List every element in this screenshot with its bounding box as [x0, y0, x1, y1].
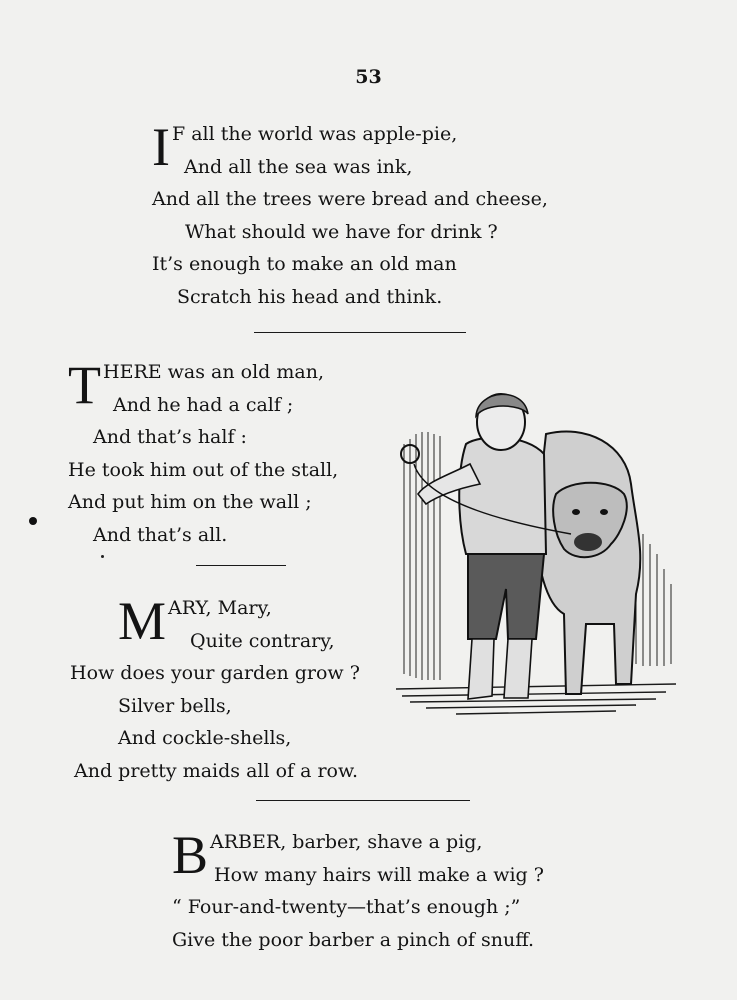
drop-cap: I	[152, 117, 170, 177]
poem-line: He took him out of the stall,	[68, 458, 339, 481]
poem-line: And that’s half :	[93, 426, 247, 448]
calf-eye	[572, 509, 580, 515]
drop-cap: T	[68, 355, 101, 415]
poem-line: And all the sea was ink,	[184, 155, 413, 178]
man-and-calf-illustration	[396, 384, 686, 729]
poem-first-line: F all the world was apple-pie,	[171, 123, 458, 145]
calf-body	[536, 431, 640, 694]
man-leg	[504, 639, 532, 698]
poem-line: Scratch his head and think.	[177, 285, 443, 308]
poem-line: And pretty maids all of a row.	[74, 759, 359, 782]
poem-line: Give the poor barber a pinch of snuff.	[172, 928, 535, 951]
drop-cap: M	[118, 591, 167, 651]
calf-eye	[600, 509, 608, 515]
poem-line: “ Four-and-twenty—that’s enough ;”	[172, 896, 521, 918]
poem-barber	[172, 826, 572, 956]
poem-line: Silver bells,	[118, 694, 232, 717]
divider-rule	[256, 800, 470, 801]
poem-line: And he had a calf ;	[113, 393, 294, 416]
divider-rule	[254, 332, 466, 333]
poem-line: It’s enough to make an old man	[152, 253, 457, 275]
poem-mary-contrary	[70, 592, 390, 787]
ground-hatching	[396, 684, 676, 714]
man-breeches	[468, 554, 544, 639]
man-coat	[459, 437, 546, 554]
poem-first-line: ARY, Mary,	[168, 597, 272, 619]
poem-first-line: HERE was an old man,	[103, 361, 324, 383]
poem-line: And that’s all.	[93, 523, 228, 546]
poem-line: What should we have for drink ?	[185, 220, 498, 243]
poem-old-man-calf	[68, 356, 388, 551]
ink-speck	[101, 555, 104, 558]
poem-line: And put him on the wall ;	[68, 491, 312, 513]
man-leg	[468, 639, 494, 699]
drop-cap: B	[172, 825, 209, 885]
poem-line: And all the trees were bread and cheese,	[152, 188, 548, 210]
page-number: 53	[355, 66, 382, 88]
poem-line: How does your garden grow ?	[70, 662, 360, 684]
poem-line: Quite contrary,	[190, 629, 335, 652]
calf-muzzle	[574, 533, 602, 551]
ink-spot	[29, 517, 37, 525]
poem-line: And cockle-shells,	[118, 727, 292, 749]
divider-rule	[196, 565, 286, 566]
poem-apple-pie	[152, 118, 582, 313]
poem-line: How many hairs will make a wig ?	[214, 863, 544, 886]
poem-first-line: ARBER, barber, shave a pig,	[210, 831, 483, 853]
